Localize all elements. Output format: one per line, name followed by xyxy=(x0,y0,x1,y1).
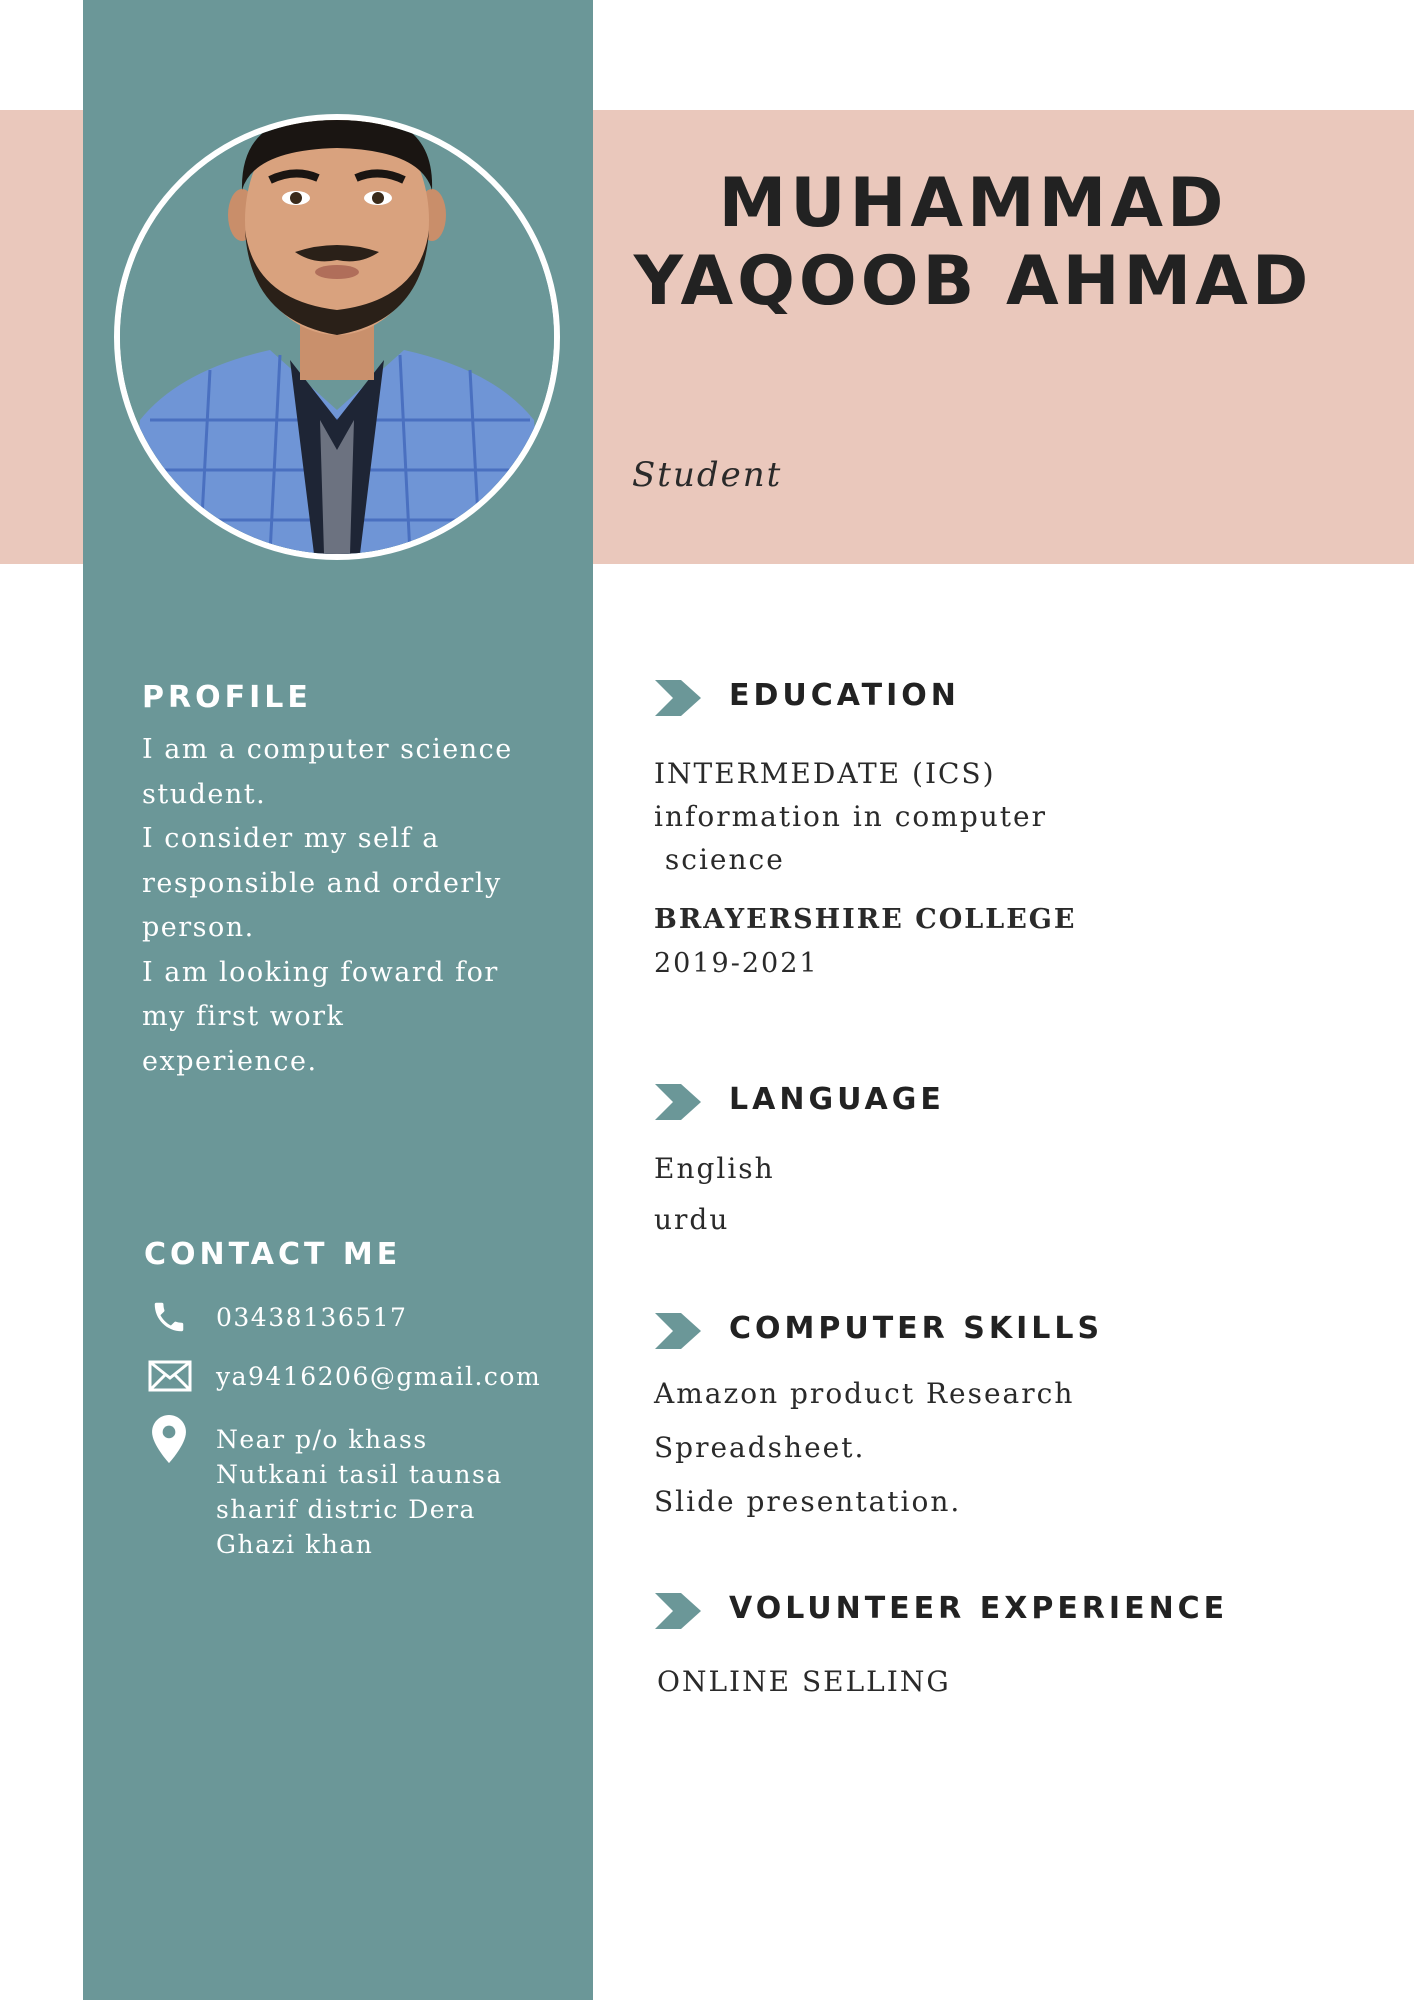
name-line-1: MUHAMMAD xyxy=(718,164,1228,243)
profile-line: student. xyxy=(142,778,267,810)
education-heading: EDUCATION xyxy=(729,678,960,713)
chevron-arrow-icon xyxy=(655,1313,701,1353)
profile-line: my first work xyxy=(142,1001,345,1032)
volunteer-item: ONLINE SELLING xyxy=(657,1665,951,1698)
address-line: Nutkani tasil taunsa xyxy=(216,1460,503,1489)
education-line: science xyxy=(654,843,785,876)
education-line: information in computer xyxy=(654,800,1047,833)
profile-line: I am a computer science xyxy=(142,734,513,765)
location-pin-icon xyxy=(152,1415,186,1467)
phone-number[interactable]: 03438136517 xyxy=(216,1303,408,1332)
computer-skills-heading: COMPUTER SKILLS xyxy=(729,1311,1104,1346)
profile-line: I consider my self a xyxy=(142,823,440,854)
email-address[interactable]: ya9416206@gmail.com xyxy=(216,1362,542,1391)
profile-text xyxy=(142,728,562,1084)
profile-line: experience. xyxy=(142,1045,318,1077)
skill-item: Spreadsheet. xyxy=(654,1431,866,1464)
language-item: English xyxy=(654,1152,775,1185)
education-degree xyxy=(654,752,1047,881)
education-years: 2019-2021 xyxy=(654,948,819,979)
address-line: Near p/o khass xyxy=(216,1425,428,1454)
chevron-arrow-icon xyxy=(655,1593,701,1633)
college-name: BRAYERSHIRE COLLEGE xyxy=(654,904,1077,935)
contact-heading: CONTACT ME xyxy=(144,1237,402,1272)
address-line: sharif distric Dera xyxy=(216,1495,476,1524)
skill-item: Slide presentation. xyxy=(654,1485,962,1518)
address-line: Ghazi khan xyxy=(216,1530,374,1559)
profile-line: person. xyxy=(142,912,255,943)
chevron-arrow-icon xyxy=(655,680,701,720)
email-icon xyxy=(148,1360,192,1396)
phone-icon xyxy=(150,1298,188,1340)
volunteer-heading: VOLUNTEER EXPERIENCE xyxy=(729,1591,1229,1626)
profile-photo xyxy=(114,114,560,560)
chevron-arrow-icon xyxy=(655,1084,701,1124)
name-line-2: YAQOOB AHMAD xyxy=(633,242,1313,321)
job-title: Student xyxy=(632,455,783,495)
profile-line: responsible and orderly xyxy=(142,867,502,899)
profile-line: I am looking foward for xyxy=(142,956,499,988)
language-heading: LANGUAGE xyxy=(729,1082,945,1117)
profile-heading: PROFILE xyxy=(142,680,312,715)
address xyxy=(216,1422,503,1562)
language-item: urdu xyxy=(654,1203,730,1236)
skill-item: Amazon product Research xyxy=(654,1377,1075,1410)
full-name xyxy=(593,165,1353,321)
education-line: INTERMEDATE (ICS) xyxy=(654,757,996,790)
